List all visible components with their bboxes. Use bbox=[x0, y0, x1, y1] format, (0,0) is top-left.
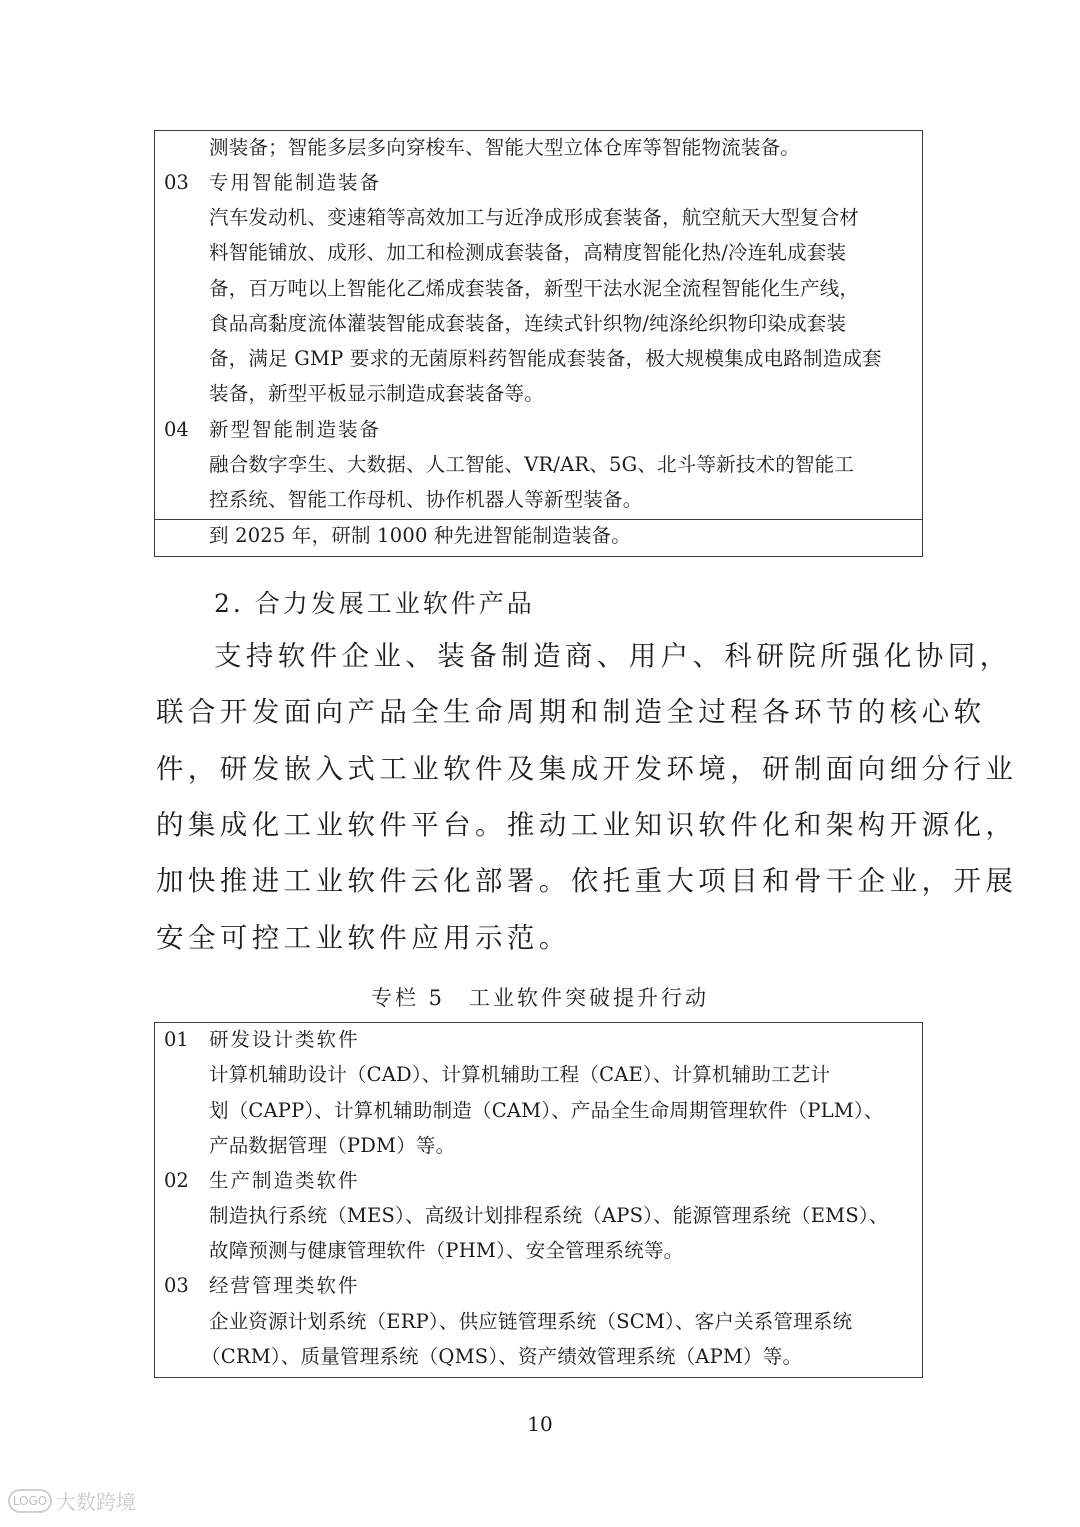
box2-section-01-line: 划（CAPP）、计算机辅助制造（CAM）、产品全生命周期管理软件（PLM）、 bbox=[209, 1099, 884, 1122]
box2-section-03-number: 03 bbox=[164, 1274, 189, 1297]
box2-section-02-line: 故障预测与健康管理软件（PHM）、安全管理系统等。 bbox=[209, 1239, 684, 1262]
box1-section-04-number: 04 bbox=[164, 418, 189, 441]
box1-section-03-line: 料智能铺放、成形、加工和检测成套装备，高精度智能化热/冷连轧成套装 bbox=[209, 241, 847, 264]
sidebar-box-software bbox=[154, 1022, 923, 1378]
body-line: 加快推进工业软件云化部署。依托重大项目和骨干企业，开展 bbox=[156, 865, 1018, 897]
body-line: 安全可控工业软件应用示范。 bbox=[156, 922, 571, 954]
box1-section-03-heading: 专用智能制造装备 bbox=[209, 171, 382, 194]
watermark bbox=[8, 1486, 136, 1515]
watermark-text: 大数跨境 bbox=[56, 1490, 136, 1514]
box2-section-02-number: 02 bbox=[164, 1169, 189, 1192]
box2-section-03-line: 企业资源计划系统（ERP）、供应链管理系统（SCM）、客户关系管理系统 bbox=[209, 1310, 853, 1333]
box2-title: 专栏 5 工业软件突破提升行动 bbox=[370, 986, 710, 1010]
sidebar-box-equipment bbox=[154, 130, 923, 557]
watermark-logo-icon: LOGO bbox=[8, 1489, 52, 1513]
body-line: 件，研发嵌入式工业软件及集成开发环境，研制面向细分行业 bbox=[156, 753, 1018, 785]
box1-section-04-line: 控系统、智能工作母机、协作机器人等新型装备。 bbox=[209, 488, 643, 511]
box2-section-02-line: 制造执行系统（MES）、高级计划排程系统（APS）、能源管理系统（EMS）、 bbox=[209, 1204, 889, 1227]
box1-section-03-number: 03 bbox=[164, 171, 189, 194]
box1-section-03-line: 汽车发动机、变速箱等高效加工与近净成形成套装备，航空航天大型复合材 bbox=[209, 206, 860, 229]
body-line: 的集成化工业软件平台。推动工业知识软件化和架构开源化， bbox=[156, 809, 1018, 841]
page-number: 10 bbox=[527, 1412, 553, 1436]
box2-section-01-number: 01 bbox=[164, 1028, 189, 1051]
box1-section-03-line: 备，满足 GMP 要求的无菌原料药智能成套装备，极大规模集成电路制造成套 bbox=[209, 347, 882, 370]
box1-target-line: 到 2025 年，研制 1000 种先进智能制造装备。 bbox=[209, 524, 631, 547]
box2-section-03-heading: 经营管理类软件 bbox=[209, 1274, 360, 1297]
box2-section-01-line: 产品数据管理（PDM）等。 bbox=[209, 1134, 456, 1157]
box2-section-01-heading: 研发设计类软件 bbox=[209, 1028, 360, 1051]
body-line: 支持软件企业、装备制造商、用户、科研院所强化协同， bbox=[214, 640, 1012, 672]
box1-section-04-heading: 新型智能制造装备 bbox=[209, 418, 382, 441]
body-line: 联合开发面向产品全生命周期和制造全过程各环节的核心软 bbox=[156, 696, 986, 728]
box1-section-03-line: 食品高黏度流体灌装智能成套装备，连续式针织物/纯涤纶织物印染成套装 bbox=[209, 312, 847, 335]
box1-intro-line: 测装备；智能多层多向穿梭车、智能大型立体仓库等智能物流装备。 bbox=[209, 136, 801, 159]
box2-section-01-line: 计算机辅助设计（CAD）、计算机辅助工程（CAE）、计算机辅助工艺计 bbox=[209, 1063, 831, 1086]
section-title: 2. 合力发展工业软件产品 bbox=[214, 589, 535, 618]
box1-divider bbox=[155, 519, 922, 520]
box2-section-03-line: （CRM）、质量管理系统（QMS）、资产绩效管理系统（APM）等。 bbox=[201, 1345, 803, 1368]
box1-section-03-line: 装备，新型平板显示制造成套装备等。 bbox=[209, 382, 544, 405]
box2-section-02-heading: 生产制造类软件 bbox=[209, 1169, 360, 1192]
box1-section-04-line: 融合数字孪生、大数据、人工智能、VR/AR、5G、北斗等新技术的智能工 bbox=[209, 453, 855, 476]
box1-section-03-line: 备，百万吨以上智能化乙烯成套装备，新型干法水泥全流程智能化生产线， bbox=[209, 277, 860, 300]
